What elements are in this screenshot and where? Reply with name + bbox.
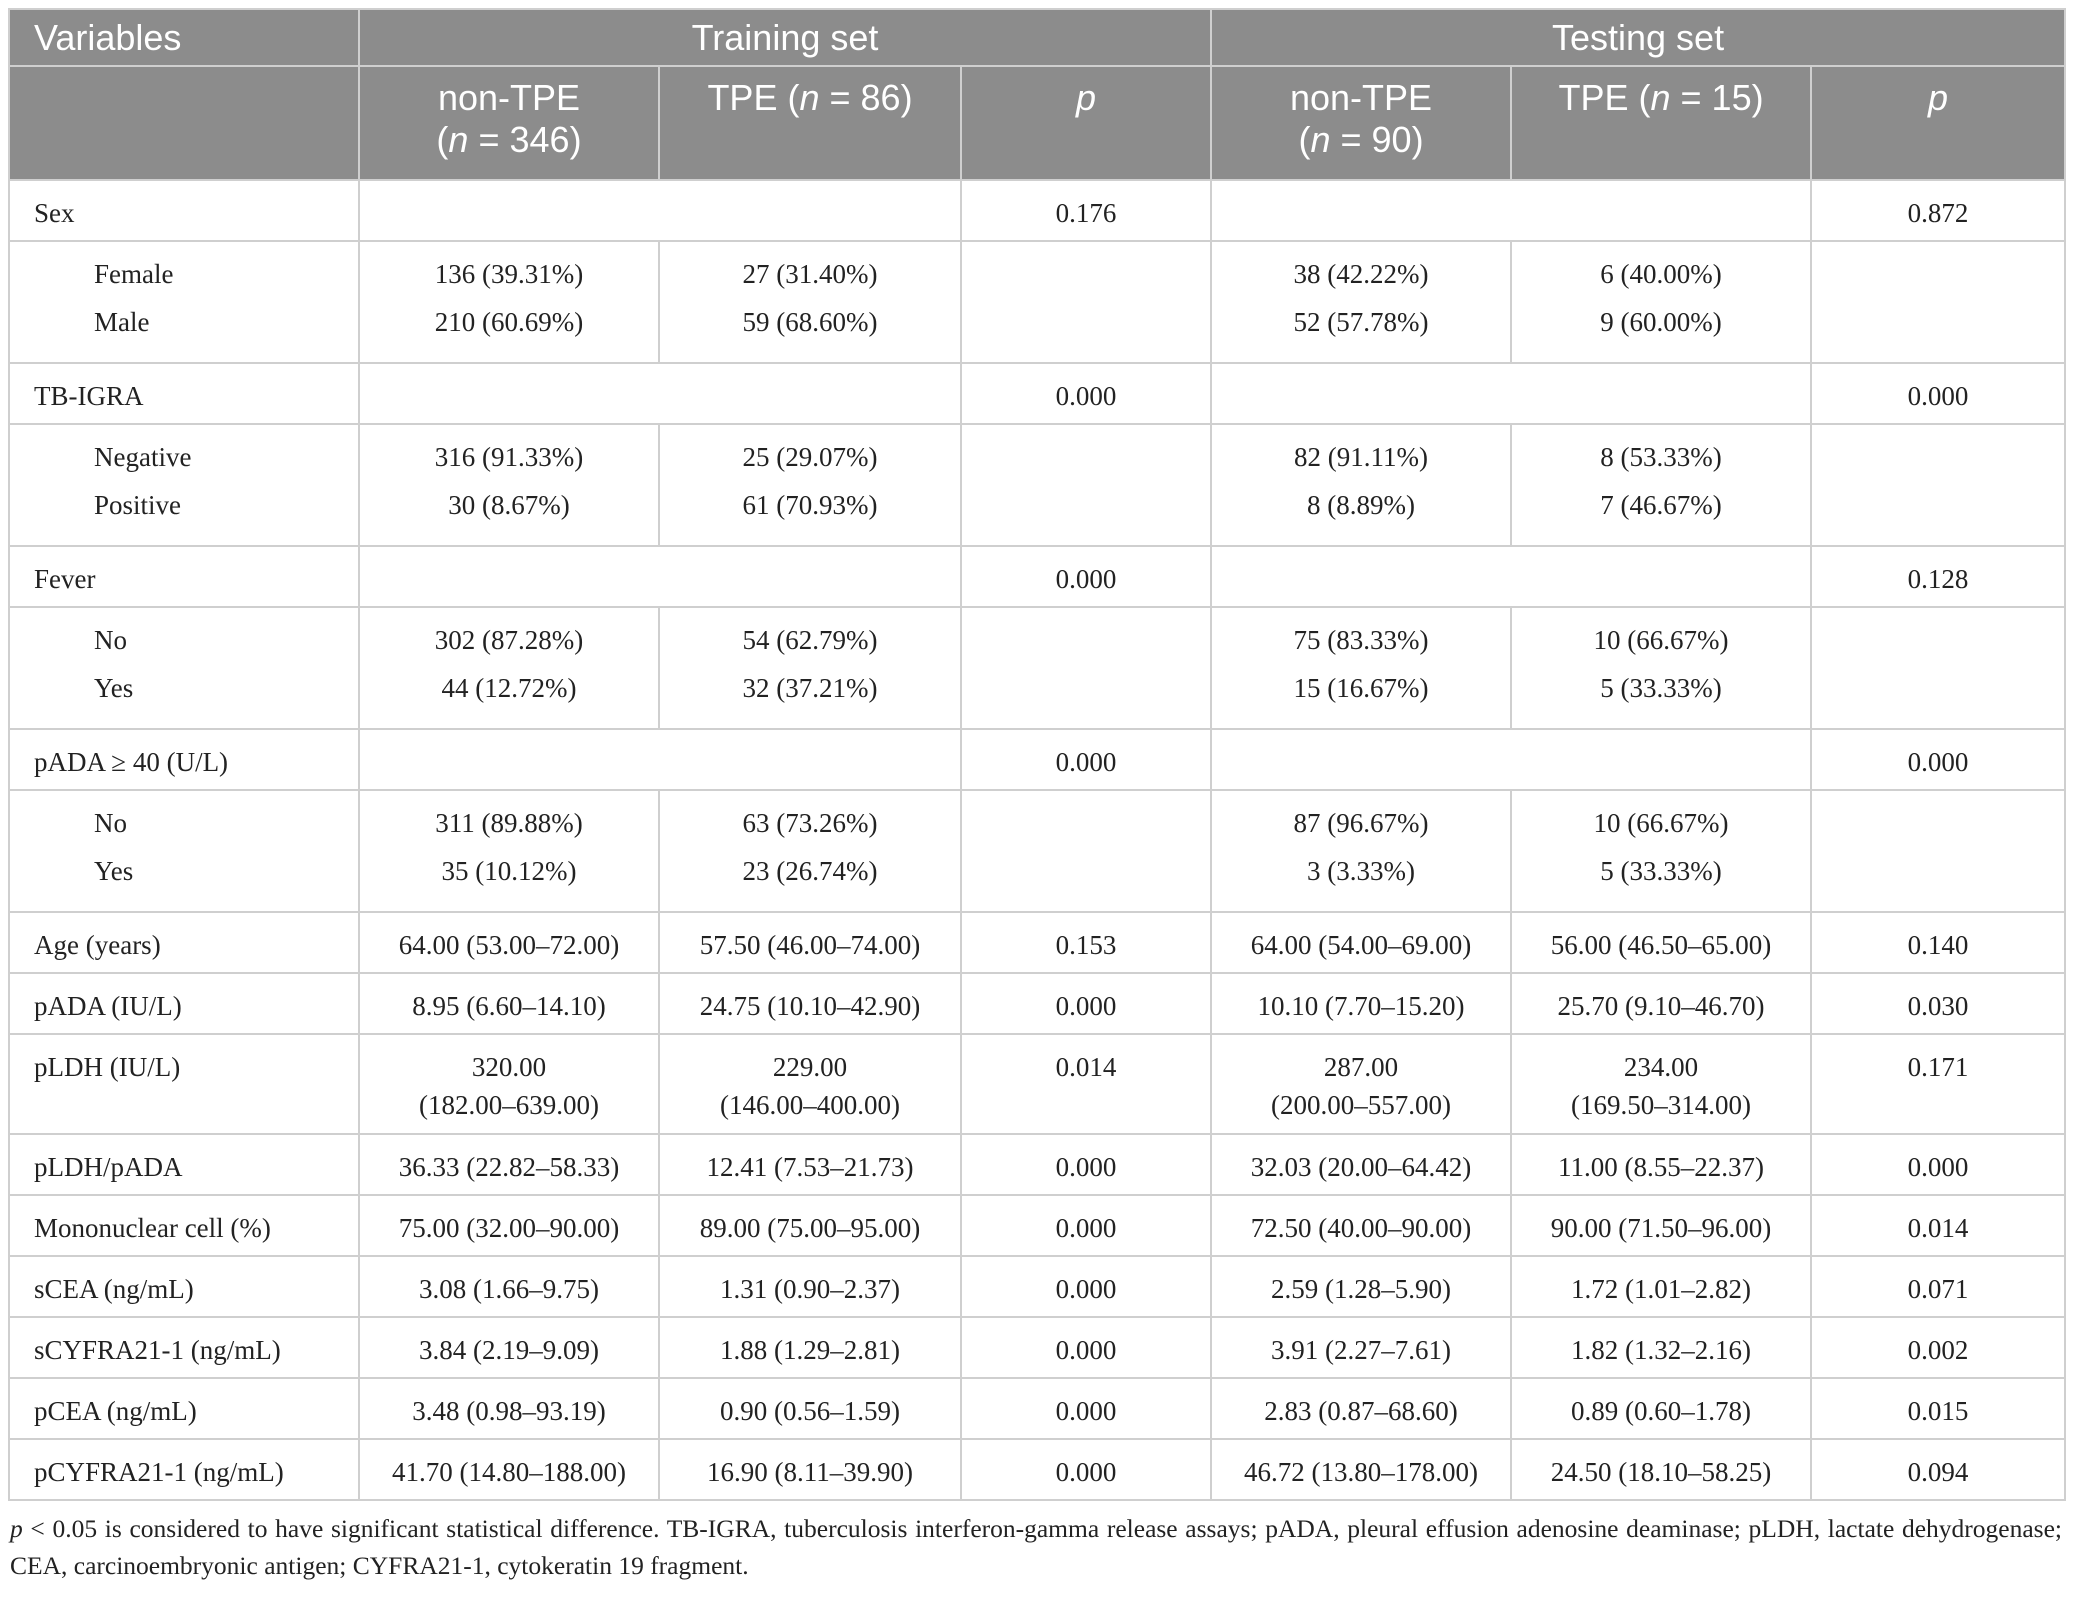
- p-value: 0.000: [961, 1134, 1211, 1195]
- p-value: 0.872: [1811, 180, 2065, 241]
- table-cell: 75 (83.33%): [1211, 607, 1511, 669]
- row-label: Fever: [9, 546, 359, 607]
- table-cell: 87 (96.67%): [1211, 790, 1511, 852]
- table-cell: 41.70 (14.80–188.00): [359, 1439, 659, 1500]
- table-row: [9, 607, 2065, 669]
- p-value: 0.000: [961, 546, 1211, 607]
- table-cell: 32 (37.21%): [659, 669, 961, 729]
- table-cell: 82 (91.11%): [1211, 424, 1511, 486]
- table-cell: 311 (89.88%): [359, 790, 659, 852]
- table-cell: 10.10 (7.70–15.20): [1211, 973, 1511, 1034]
- table-cell: 8 (8.89%): [1211, 486, 1511, 546]
- table-cell: 302 (87.28%): [359, 607, 659, 669]
- table-cell: 287.00 (200.00–557.00): [1211, 1034, 1511, 1134]
- table-row: [9, 1034, 2065, 1134]
- table-cell: 1.31 (0.90–2.37): [659, 1256, 961, 1317]
- table-cell: 5 (33.33%): [1511, 669, 1811, 729]
- table-cell: 59 (68.60%): [659, 303, 961, 363]
- table-cell: 3.48 (0.98–93.19): [359, 1378, 659, 1439]
- table-cell: 1.88 (1.29–2.81): [659, 1317, 961, 1378]
- header-train-p: p: [961, 66, 1211, 180]
- header-train-tpe: TPE (n = 86): [659, 66, 961, 180]
- row-label: Age (years): [9, 912, 359, 973]
- table-cell: 3.91 (2.27–7.61): [1211, 1317, 1511, 1378]
- table-container: [8, 8, 2064, 1584]
- table-cell: 1.82 (1.32–2.16): [1511, 1317, 1811, 1378]
- p-value: 0.153: [961, 912, 1211, 973]
- table-row: [9, 1378, 2065, 1439]
- table-cell: 54 (62.79%): [659, 607, 961, 669]
- row-label: sCEA (ng/mL): [9, 1256, 359, 1317]
- table-cell: 24.75 (10.10–42.90): [659, 973, 961, 1034]
- p-value: 0.128: [1811, 546, 2065, 607]
- table-row: [9, 546, 2065, 607]
- table-footnote: p < 0.05 is considered to have significant statistical difference. TB-IGRA, tuberculosis interferon-gamma release assays; pADA, pleural effusion adenosine deaminase; pLDH, lactate dehydrogenase; CEA, carcinoembryonic antigen; CYFRA21-1, cytokeratin 19 fragment.: [10, 1514, 2062, 1580]
- table-cell: 15 (16.67%): [1211, 669, 1511, 729]
- header-test-p: p: [1811, 66, 2065, 180]
- p-value: 0.171: [1811, 1034, 2065, 1134]
- table-cell: 56.00 (46.50–65.00): [1511, 912, 1811, 973]
- row-label: Mononuclear cell (%): [9, 1195, 359, 1256]
- p-value: 0.000: [961, 1256, 1211, 1317]
- header-train-non-tpe: non-TPE (n = 346): [359, 66, 659, 180]
- table-cell: 38 (42.22%): [1211, 241, 1511, 303]
- p-value: 0.000: [1811, 363, 2065, 424]
- row-label: pADA ≥ 40 (U/L): [9, 729, 359, 790]
- table-cell: 3 (3.33%): [1211, 852, 1511, 912]
- table-cell: 64.00 (54.00–69.00): [1211, 912, 1511, 973]
- table-row: [9, 1134, 2065, 1195]
- table-cell: 46.72 (13.80–178.00): [1211, 1439, 1511, 1500]
- row-label: TB-IGRA: [9, 363, 359, 424]
- table-cell: 44 (12.72%): [359, 669, 659, 729]
- table-cell: 8 (53.33%): [1511, 424, 1811, 486]
- table-cell: 8.95 (6.60–14.10): [359, 973, 659, 1034]
- table-cell: 90.00 (71.50–96.00): [1511, 1195, 1811, 1256]
- table-cell: 3.84 (2.19–9.09): [359, 1317, 659, 1378]
- table-cell: 10 (66.67%): [1511, 790, 1811, 852]
- row-label: pLDH (IU/L): [9, 1034, 359, 1134]
- row-label: Negative: [9, 424, 359, 486]
- table-cell: 3.08 (1.66–9.75): [359, 1256, 659, 1317]
- table-cell: 2.59 (1.28–5.90): [1211, 1256, 1511, 1317]
- header-variables: Variables: [9, 9, 359, 66]
- header-training-set: Training set: [359, 9, 1211, 66]
- p-value: 0.000: [961, 1195, 1211, 1256]
- row-label: Sex: [9, 180, 359, 241]
- data-table: [8, 8, 2066, 1501]
- row-label: Yes: [9, 852, 359, 912]
- table-cell: 30 (8.67%): [359, 486, 659, 546]
- table-cell: 63 (73.26%): [659, 790, 961, 852]
- table-cell: 11.00 (8.55–22.37): [1511, 1134, 1811, 1195]
- p-value: 0.014: [1811, 1195, 2065, 1256]
- row-label: pLDH/pADA: [9, 1134, 359, 1195]
- table-cell: 16.90 (8.11–39.90): [659, 1439, 961, 1500]
- table-row: [9, 424, 2065, 486]
- table-cell: 9 (60.00%): [1511, 303, 1811, 363]
- table-cell: 52 (57.78%): [1211, 303, 1511, 363]
- table-cell: 72.50 (40.00–90.00): [1211, 1195, 1511, 1256]
- p-value: 0.000: [961, 1439, 1211, 1500]
- table-cell: 1.72 (1.01–2.82): [1511, 1256, 1811, 1317]
- table-cell: 75.00 (32.00–90.00): [359, 1195, 659, 1256]
- table-row: [9, 241, 2065, 303]
- table-cell: 35 (10.12%): [359, 852, 659, 912]
- table-cell: 25 (29.07%): [659, 424, 961, 486]
- table-cell: 2.83 (0.87–68.60): [1211, 1378, 1511, 1439]
- table-cell: 316 (91.33%): [359, 424, 659, 486]
- p-value: 0.000: [1811, 1134, 2065, 1195]
- table-cell: 32.03 (20.00–64.42): [1211, 1134, 1511, 1195]
- row-label: sCYFRA21-1 (ng/mL): [9, 1317, 359, 1378]
- p-value: 0.000: [961, 363, 1211, 424]
- p-value: 0.176: [961, 180, 1211, 241]
- table-cell: 10 (66.67%): [1511, 607, 1811, 669]
- table-cell: 57.50 (46.00–74.00): [659, 912, 961, 973]
- p-value: 0.071: [1811, 1256, 2065, 1317]
- table-row: [9, 363, 2065, 424]
- row-label: Yes: [9, 669, 359, 729]
- header-test-tpe: TPE (n = 15): [1511, 66, 1811, 180]
- p-value: 0.000: [961, 973, 1211, 1034]
- table-cell: 12.41 (7.53–21.73): [659, 1134, 961, 1195]
- p-value: 0.015: [1811, 1378, 2065, 1439]
- table-cell: 136 (39.31%): [359, 241, 659, 303]
- row-label: pCEA (ng/mL): [9, 1378, 359, 1439]
- table-cell: 320.00 (182.00–639.00): [359, 1034, 659, 1134]
- table-cell: 89.00 (75.00–95.00): [659, 1195, 961, 1256]
- header-testing-set: Testing set: [1211, 9, 2065, 66]
- table-row: [9, 1317, 2065, 1378]
- table-cell: 25.70 (9.10–46.70): [1511, 973, 1811, 1034]
- p-value: 0.000: [1811, 729, 2065, 790]
- p-value: 0.094: [1811, 1439, 2065, 1500]
- p-value: 0.002: [1811, 1317, 2065, 1378]
- row-label: No: [9, 607, 359, 669]
- table-row: [9, 1439, 2065, 1500]
- table-row: [9, 729, 2065, 790]
- row-label: No: [9, 790, 359, 852]
- table-row: [9, 1256, 2065, 1317]
- table-cell: 6 (40.00%): [1511, 241, 1811, 303]
- table-cell: 229.00 (146.00–400.00): [659, 1034, 961, 1134]
- table-cell: 0.89 (0.60–1.78): [1511, 1378, 1811, 1439]
- table-row: [9, 973, 2065, 1034]
- row-label: Positive: [9, 486, 359, 546]
- p-value: 0.000: [961, 1317, 1211, 1378]
- header-test-non-tpe: non-TPE (n = 90): [1211, 66, 1511, 180]
- table-cell: 36.33 (22.82–58.33): [359, 1134, 659, 1195]
- row-label: pADA (IU/L): [9, 973, 359, 1034]
- table-cell: 210 (60.69%): [359, 303, 659, 363]
- table-cell: 64.00 (53.00–72.00): [359, 912, 659, 973]
- table-row: [9, 180, 2065, 241]
- table-cell: 234.00 (169.50–314.00): [1511, 1034, 1811, 1134]
- row-label: pCYFRA21-1 (ng/mL): [9, 1439, 359, 1500]
- row-label: Male: [9, 303, 359, 363]
- table-cell: 7 (46.67%): [1511, 486, 1811, 546]
- table-cell: 0.90 (0.56–1.59): [659, 1378, 961, 1439]
- table-row: [9, 1195, 2065, 1256]
- p-value: 0.000: [961, 729, 1211, 790]
- table-cell: 27 (31.40%): [659, 241, 961, 303]
- p-value: 0.030: [1811, 973, 2065, 1034]
- header-empty: [9, 66, 359, 180]
- table-cell: 5 (33.33%): [1511, 852, 1811, 912]
- table-row: [9, 912, 2065, 973]
- row-label: Female: [9, 241, 359, 303]
- table-cell: 24.50 (18.10–58.25): [1511, 1439, 1811, 1500]
- table-cell: 23 (26.74%): [659, 852, 961, 912]
- table-cell: 61 (70.93%): [659, 486, 961, 546]
- p-value: 0.000: [961, 1378, 1211, 1439]
- p-value: 0.140: [1811, 912, 2065, 973]
- p-value: 0.014: [961, 1034, 1211, 1134]
- table-row: [9, 790, 2065, 852]
